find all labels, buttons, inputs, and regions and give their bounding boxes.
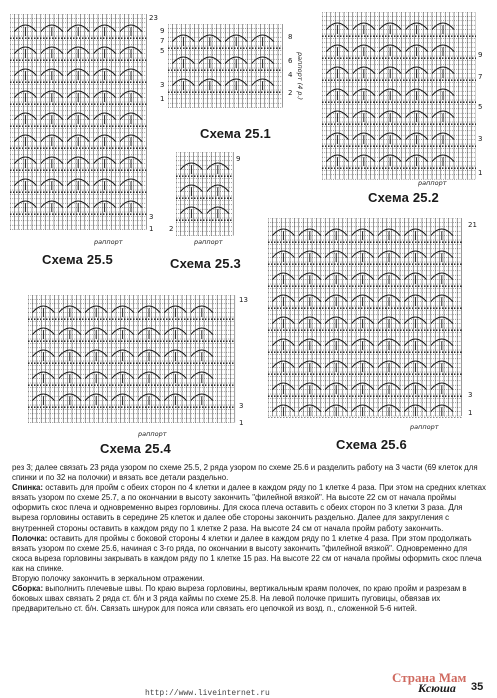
scheme-25-6 [268, 218, 483, 438]
row-number: 3 [149, 213, 154, 221]
row-number: 4 [288, 71, 293, 79]
row-number: 9 [236, 155, 241, 163]
scheme-25-1-grid [168, 24, 286, 110]
watermark-logo: Страна Мам [392, 670, 467, 685]
front-heading: Полочка: [12, 533, 48, 543]
row-number: 1 [478, 169, 483, 177]
row-number: 5 [160, 47, 165, 55]
rapport-label: раппорт [410, 423, 439, 431]
scheme-25-1 [160, 24, 308, 116]
scheme-caption: Схема 25.2 [368, 190, 439, 205]
scheme-caption: Схема 25.4 [100, 441, 171, 456]
row-number: 2 [169, 225, 174, 233]
scheme-25-2 [322, 12, 492, 192]
scheme-25-2-grid [322, 12, 476, 180]
row-number: 3 [160, 81, 165, 89]
row-number: 3 [468, 391, 473, 399]
assembly-paragraph [12, 584, 486, 614]
intro-paragraph: рез 3; далее связать 23 ряда узором по схеме 25.5, 2 ряда узором по схеме 25.6 и разделить работу на 3 части (69 клеток для спинки и по 32 на полочки) и вязать все детали раздельно. [12, 463, 478, 483]
row-number: 1 [468, 409, 473, 417]
back-heading: Спинка: [12, 483, 44, 493]
row-number: 13 [239, 296, 248, 304]
scheme-caption: Схема 25.5 [42, 252, 113, 267]
rapport-label: раппорт [94, 238, 123, 246]
instructions-text [12, 463, 486, 614]
rapport-label: раппорт [418, 179, 447, 187]
scheme-25-4 [28, 295, 248, 440]
row-number: 1 [149, 225, 154, 233]
footer-url: http://www.liveinternet.ru [145, 689, 270, 698]
scheme-25-5 [10, 14, 160, 250]
mirror-paragraph: Вторую полочку закончить в зеркальном отражении. [12, 574, 205, 584]
front-paragraph [12, 534, 486, 574]
rapport-label: раппорт (4 р.) [296, 52, 304, 101]
row-number: 9 [478, 51, 483, 59]
row-number: 5 [478, 103, 483, 111]
row-number: 23 [149, 14, 158, 22]
assembly-heading: Сборка: [12, 584, 44, 594]
scheme-25-5-grid [10, 14, 150, 232]
scheme-caption: Схема 25.6 [336, 437, 407, 452]
row-number: 3 [478, 135, 483, 143]
scheme-caption: Схема 25.1 [200, 126, 271, 141]
row-number: 6 [288, 57, 293, 65]
front-body: оставить для проймы с боковой стороны 4 клетки и далее в каждом ряду по 1 клетке 4 раза. При этом продолжать вязать узором по схеме 25.6, начиная с 3-го ряда, по окончании в высоту закончить "филейной вязкой". Одновременно для скоса выреза горловины закрывать в каждом ряду по 1 клетке 15 раз. На высоте 22 см от начала проймы оформить скос плеча как на спинке. [12, 533, 482, 573]
page-number: 35 [471, 681, 484, 693]
row-number: 21 [468, 221, 477, 229]
row-number: 1 [239, 419, 244, 427]
scheme-25-4-grid [28, 295, 236, 427]
row-number: 2 [288, 89, 293, 97]
row-number: 7 [160, 37, 165, 45]
row-number: 7 [478, 73, 483, 81]
scheme-25-6-grid [268, 218, 464, 418]
scheme-25-3-grid [176, 152, 234, 236]
row-number: 3 [239, 402, 244, 410]
back-paragraph [12, 483, 486, 533]
assembly-body: выполнить плечевые швы. По краю выреза горловины, вертикальным краям полочек, по краю пройм и разрезам в боковых швах связать 2 ряда ст. б/н и 3 ряда каймы по схеме 25.8. На левой полочке пришить пуговицы, обвязав их предварительно ст. б/н. Связать шнурок для пояса или связать его цепочкой из возд. п., сложенной 5-6 нитей. [12, 584, 467, 614]
magazine-brand: Ксюша [418, 681, 456, 695]
row-number: 9 [160, 27, 165, 35]
row-number: 8 [288, 33, 293, 41]
scheme-25-3 [169, 152, 248, 248]
row-number: 1 [160, 95, 165, 103]
back-body: оставить для пройм с обеих сторон по 4 клетки и далее в каждом ряду по 1 клетке 4 раза. При этом на средних клетках вязать узором по схеме 25.7, а по окончании в высоту закончить "филейной вязкой". На высоте 22 см от начала проймы оформить скос плеча и одновременно вырез горловины. Для скоса плеча оставить с обеих сторон по 3 клетки 3 раза. Для выреза горловины оставить в середине 25 клеток и далее обе стороны закончить раздельно. Далее для закругления с внутренней стороны оставить в каждом ряду по 1 клетке 2 раза. На высоте 24 см от начала пройм работу закончить. [12, 483, 486, 533]
rapport-label: раппорт [194, 238, 223, 246]
rapport-label: раппорт [138, 430, 167, 438]
scheme-caption: Схема 25.3 [170, 256, 241, 271]
